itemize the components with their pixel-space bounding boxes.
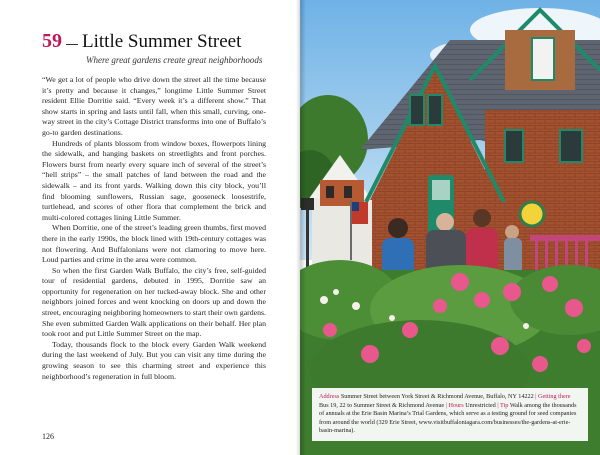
chapter-title: Little Summer Street — [82, 31, 242, 52]
tip-label: Tip — [500, 401, 509, 409]
chapter-number: 59 — [42, 30, 62, 52]
getting-there-label: Getting there — [538, 393, 571, 401]
separator: | — [535, 393, 537, 401]
body-text — [42, 75, 266, 382]
window — [410, 95, 424, 125]
chapter-subtitle: Where great gardens create great neighborhoods — [86, 55, 263, 65]
paragraph: When Dorritie, one of the street’s leading green thumbs, first moved there in the early 1990s, the block lined with 19th-century cottages was not flowering. And Buffalonians were not clamoring to move here. Loud parties and crime in the area were common. — [42, 223, 266, 265]
hours-value: Unrestricted — [465, 401, 496, 409]
paragraph: So when the first Garden Walk Buffalo, the city’s free, self-guided tour of residential gardens, debuted in 1995, Dorritie saw an opportunity for regeneration on her tucked-away block. She and other neighbors joined forces and went knocking on doors up and down the street, encouraging neighboring homeowners to start their own gardens. She even submitted Garden Walk applications on their behalf. Her plan took root and put Little Summer Street on the map. — [42, 265, 266, 339]
address-label: Address — [319, 393, 340, 401]
hours-label: Hours — [448, 401, 464, 409]
paragraph: “We get a lot of people who drive down the street all the time because it’s pretty and because it changes,” longtime Little Summer Street resident Ellie Dorritie said. “Every week it’s a different show.” That show starts in spring and lasts until fall, when this small, curving, one-way street in the city’s Cottage District transforms into one of Buffalo’s go-to garden destinations. — [42, 75, 266, 137]
tip-value: Walk among the thousands of annuals at the Erie Basin Marina’s Trial Gardens, which serve as a testing ground for seed companies from around the world (329 Erie Street, www.visitbuffaloniagara.com/businesses/the-gardens-at-erie-basin-marina). — [319, 401, 577, 435]
window — [505, 130, 523, 162]
chapter-heading — [42, 30, 266, 53]
page-number: 126 — [42, 432, 54, 441]
heading-rule — [66, 44, 78, 45]
separator: | — [497, 401, 499, 409]
right-page-photo — [300, 0, 600, 455]
window — [428, 95, 442, 125]
street-garden-photo — [300, 0, 600, 455]
book-gutter-shadow — [296, 0, 306, 455]
paragraph: Hundreds of plants blossom from window boxes, flowerpots lining the sidewalk, and hanging baskets on streetlights and front porches. Flowers burst from nearly every square inch of several of the street’s “hell strips” – the small patches of land between the road and the sidewalk – and its front yards. Walking down this city block, you’ll find blooming sunflowers, Russian sage, gooseneck loosestrife, turtlehead, and scores of other flora that complement the brick and multi-colored cottages lining Little Summer. — [42, 138, 266, 222]
paragraph: Today, thousands flock to the block every Garden Walk weekend during the last weekend of July. But you can visit any time during the growing season to see this charming street and experience this neighborhood’s regeneration in full bloom. — [42, 339, 266, 381]
address-value: Summer Street between York Street & Richmond Avenue, Buffalo, NY 14222 — [340, 393, 534, 401]
flag-pole — [350, 200, 352, 260]
separator: | — [445, 401, 447, 409]
photo-caption — [312, 388, 588, 441]
window — [560, 130, 582, 162]
decorative-wheel — [520, 202, 544, 226]
getting-there-value: Bus 19, 22 to Summer Street & Richmond Avenue — [319, 401, 445, 409]
